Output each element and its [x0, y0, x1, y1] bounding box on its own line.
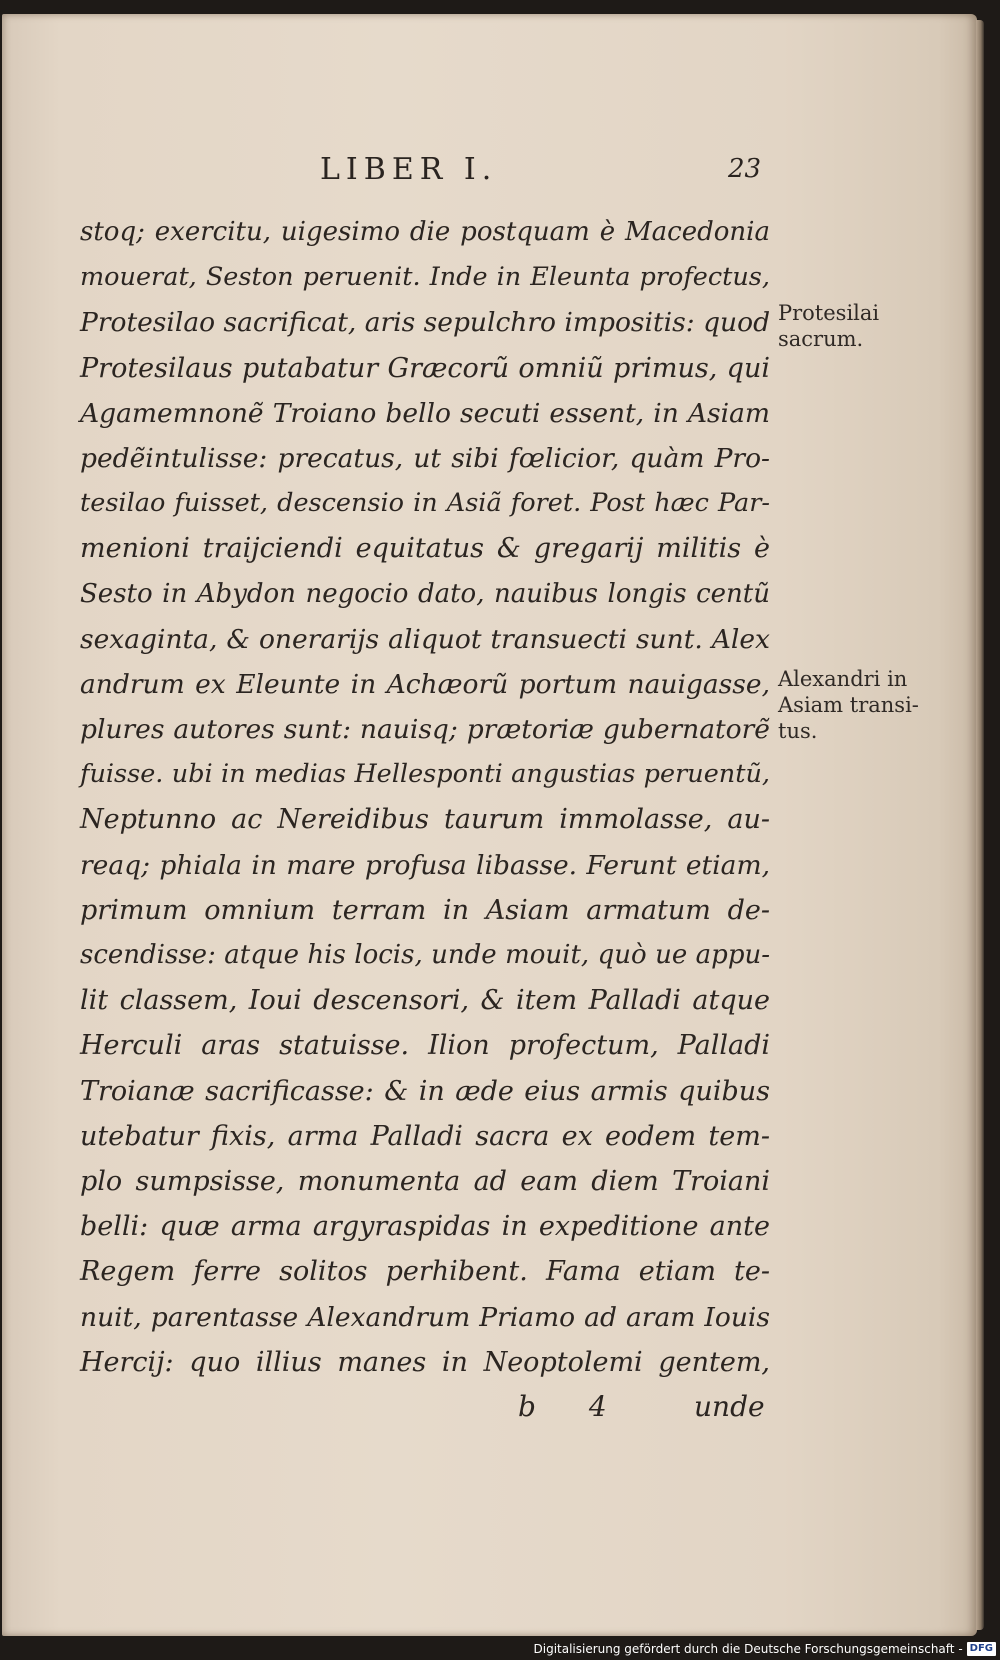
marginal-note-line: Protesilai	[778, 301, 880, 325]
digitization-credit	[534, 1640, 997, 1658]
text-line: Protesilao sacrificat, aris sepulchro impositis: quod	[80, 307, 771, 339]
text-line: Agamemnonẽ Troiano bello secuti essent, in Asiam	[80, 397, 770, 429]
book-page	[2, 14, 977, 1636]
marginal-note-line: sacrum.	[778, 327, 864, 351]
text-line: Regem ferre solitos perhibent. Fama etiam te-	[80, 1256, 770, 1288]
credit-text: Digitalisierung gefördert durch die Deutsche Forschungsgemeinschaft -	[533, 1642, 963, 1656]
text-line: scendisse: atque his locis, unde mouit, quò ue appu-	[80, 940, 770, 970]
running-title: LIBER I.	[320, 152, 498, 187]
text-line: fuisse. ubi in medias Hellesponti angustias peruentũ,	[80, 759, 770, 790]
text-line: Protesilaus putabatur Græcorũ omniũ primus, qui	[80, 352, 770, 384]
text-line: reaq; phiala in mare profusa libasse. Ferunt etiam,	[80, 849, 770, 881]
page-number: 23	[728, 154, 762, 184]
text-line: Sesto in Abydon negocio dato, nauibus longis centũ	[80, 578, 770, 609]
marginal-note-alexandri	[778, 666, 948, 744]
text-line: sexaginta, & onerarijs aliquot transuecti sunt. Alex	[80, 623, 770, 655]
text-line: Herculi aras statuisse. Ilion profectum, Palladi	[80, 1030, 770, 1062]
body-text	[80, 210, 770, 1385]
marginal-note-line: Asiam transi-	[778, 693, 919, 717]
text-line: plures autores sunt: nauisq; prætoriæ gubernatorẽ	[80, 714, 770, 746]
text-line: plo sumpsisse, monumenta ad eam diem Troiani	[80, 1165, 770, 1197]
marginal-note-line: tus.	[778, 719, 818, 743]
marginal-note-line: Alexandri in	[778, 667, 908, 691]
dfg-logo: DFG	[967, 1642, 996, 1656]
text-line: pedẽintulisse: precatus, ut sibi fœlicior, quàm Pro-	[80, 442, 770, 474]
text-line: utebatur fixis, arma Palladi sacra ex eodem tem-	[80, 1120, 770, 1152]
text-line: menioni traijciendi equitatus & gregarij militis è	[80, 533, 770, 565]
catchword: unde	[694, 1390, 765, 1423]
page-edge	[976, 20, 984, 1630]
text-line: primum omnium terram in Asiam armatum de-	[80, 894, 770, 926]
text-line: lit classem, Ioui descensori, & item Palladi atque	[80, 985, 770, 1017]
text-line: Neptunno ac Nereidibus taurum immolasse, au-	[80, 804, 770, 836]
text-line: tesilao fuisset, descensio in Asiã foret. Post hæc Par-	[80, 488, 770, 519]
text-line: mouerat, Seston peruenit. Inde in Eleunta profectus,	[80, 262, 770, 293]
text-line: stoq; exercitu, uigesimo die postquam è Macedonia	[80, 217, 770, 247]
text-line: belli: quæ arma argyraspidas in expeditione ante	[80, 1211, 770, 1243]
signature-mark: b 4	[518, 1390, 629, 1423]
text-line: Troianæ sacrificasse: & in æde eius armis quibus	[80, 1075, 770, 1107]
text-line: nuit, parentasse Alexandrum Priamo ad aram Iouis	[80, 1301, 770, 1333]
running-head	[2, 152, 977, 192]
marginal-note-protesilai	[778, 300, 948, 352]
text-line: andrum ex Eleunte in Achæorũ portum nauigasse,	[80, 668, 770, 700]
text-line: Hercij: quo illius manes in Neoptolemi gentem,	[80, 1346, 770, 1378]
